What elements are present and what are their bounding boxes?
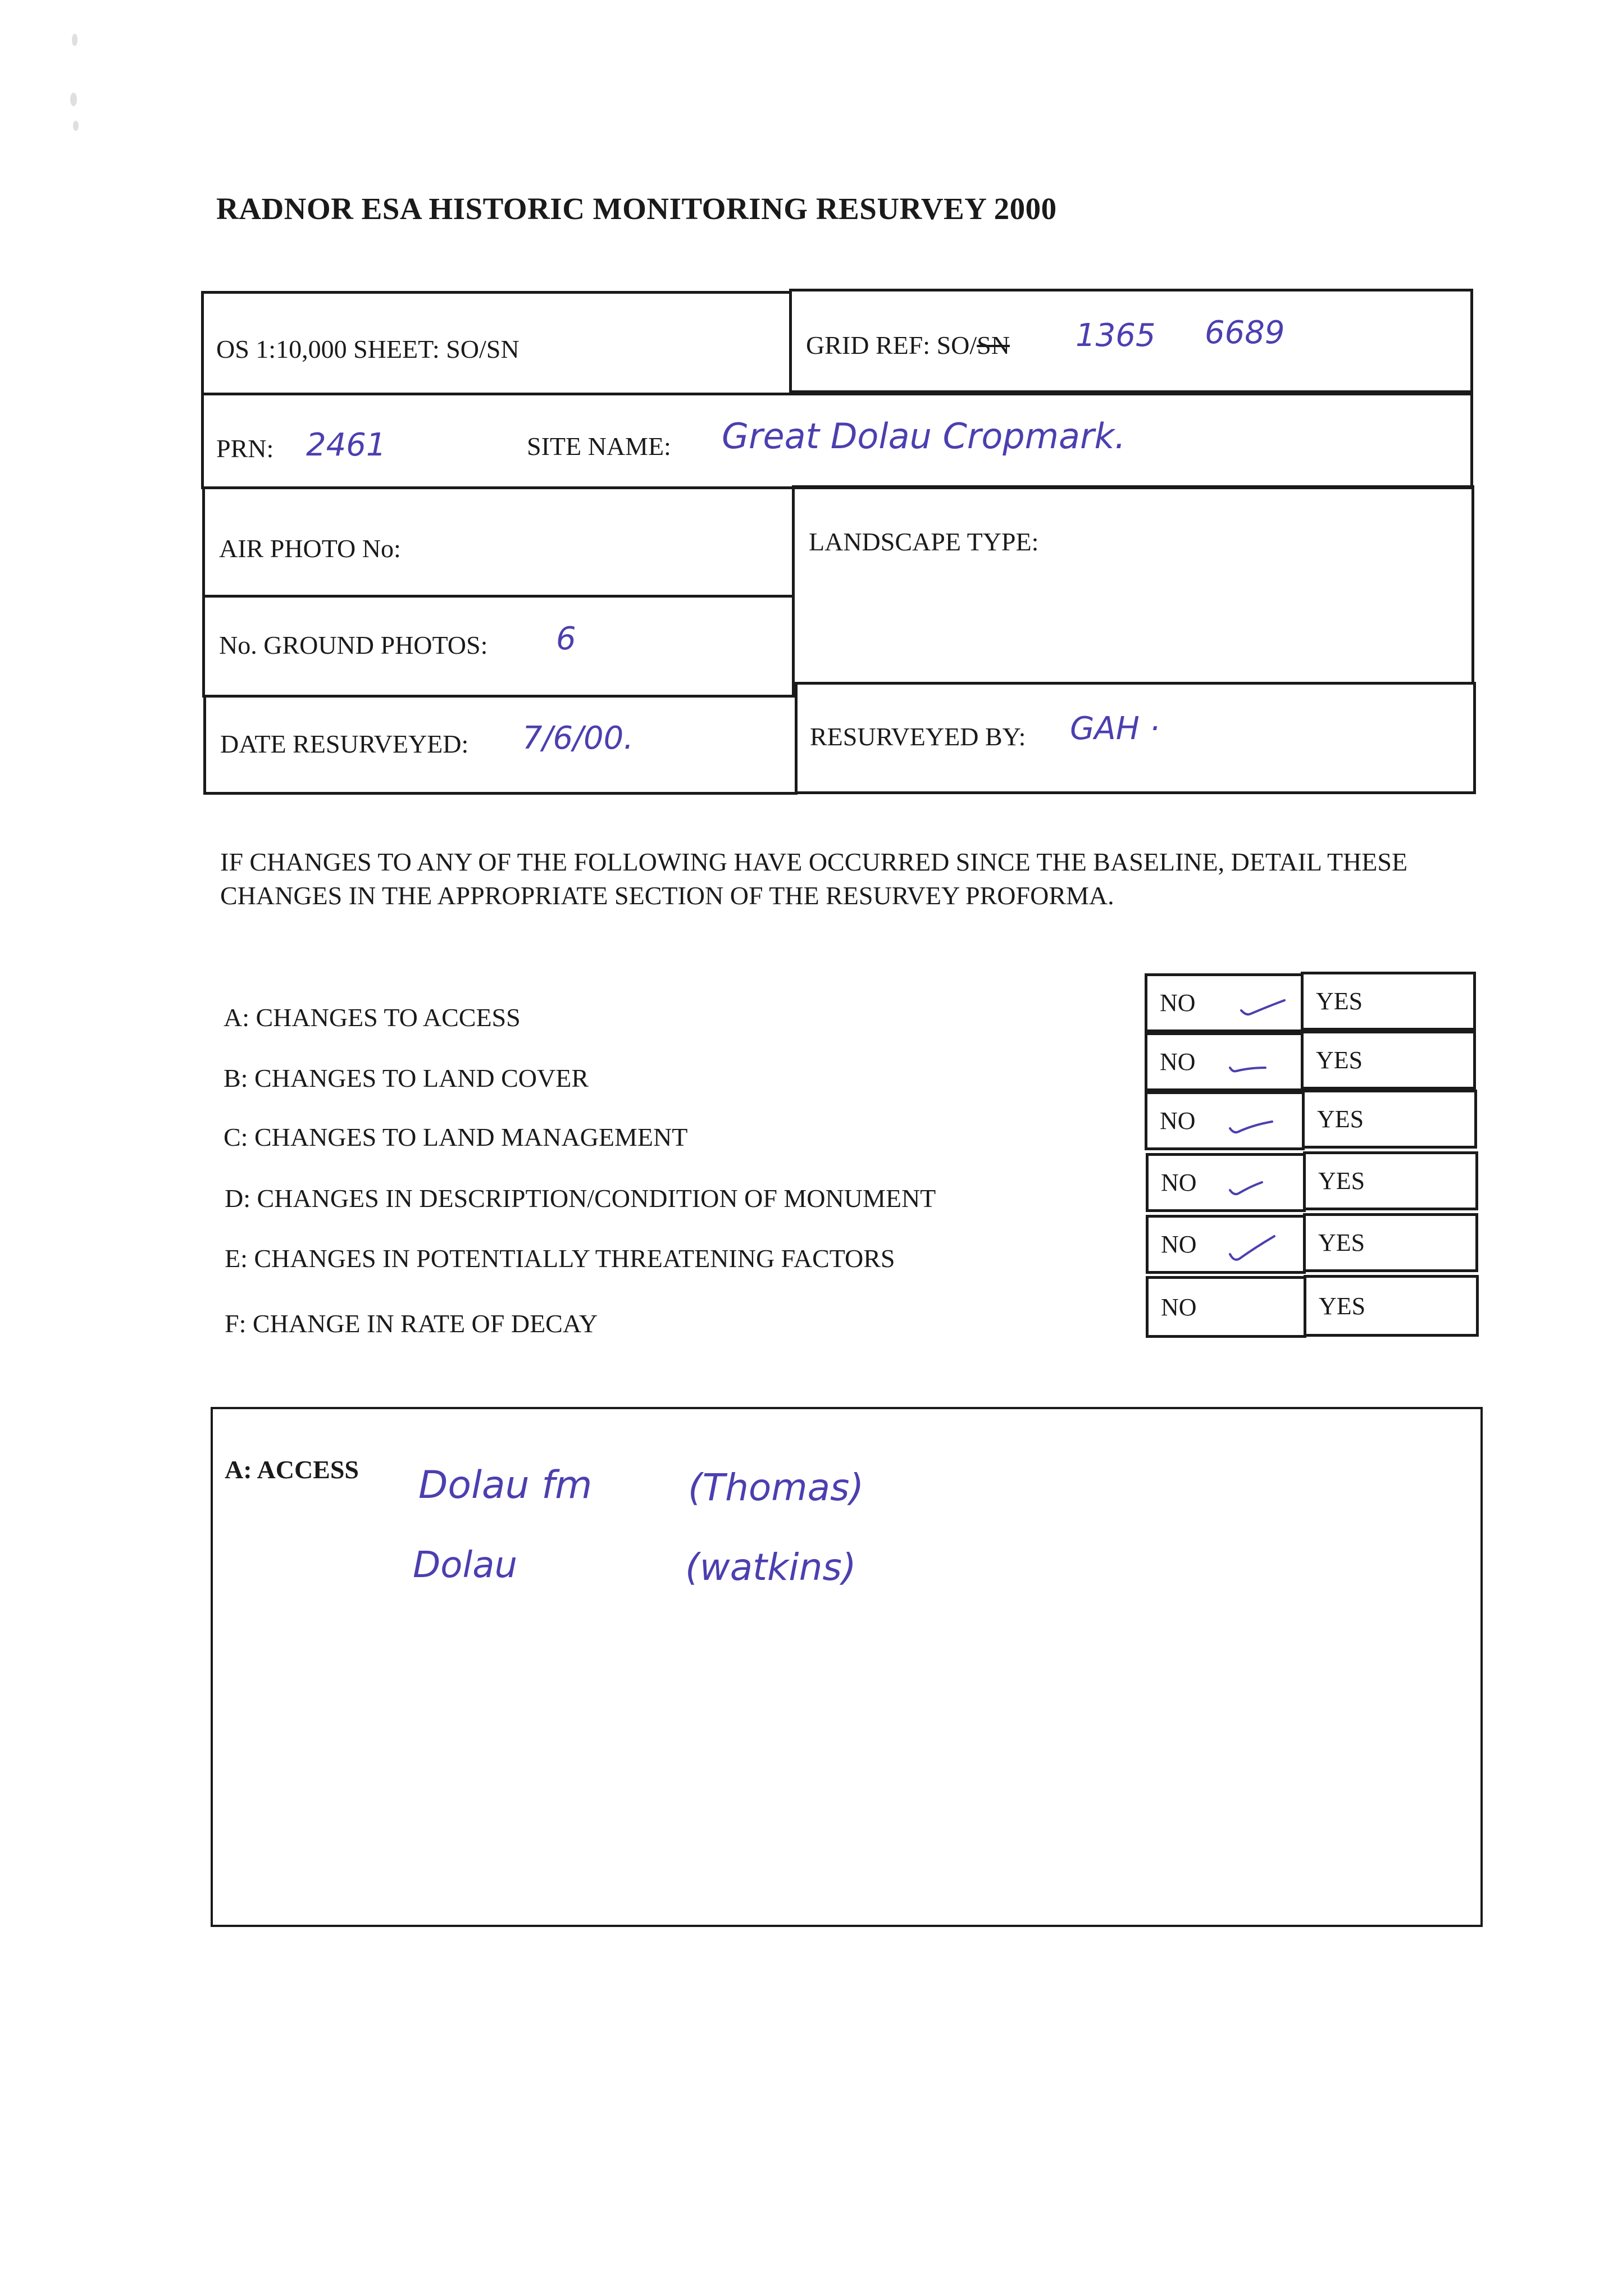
scan-mark — [70, 93, 77, 106]
grid-ref-northing: 6689 — [1205, 315, 1285, 351]
air-photo-label: AIR PHOTO No: — [219, 534, 401, 563]
yes-box-land-management[interactable] — [1302, 1090, 1477, 1149]
access-label: A: ACCESS — [225, 1455, 359, 1484]
yes-box-decay[interactable] — [1304, 1275, 1479, 1337]
yes-label: YES — [1318, 1167, 1365, 1195]
no-box-land-management[interactable] — [1145, 1091, 1305, 1150]
change-label-land-management: C: CHANGES TO LAND MANAGEMENT — [224, 1123, 688, 1151]
no-label: NO — [1161, 1231, 1197, 1258]
ground-photos-label: No. GROUND PHOTOS: — [219, 631, 488, 659]
resurveyed-by-value: GAH · — [1070, 710, 1160, 747]
yes-label: YES — [1316, 987, 1363, 1015]
yes-box-threats[interactable] — [1303, 1213, 1478, 1272]
site-name-value: Great Dolau Cropmark. — [722, 416, 1126, 457]
change-label-decay: F: CHANGE IN RATE OF DECAY — [225, 1309, 598, 1338]
checkmark-icon — [1227, 1115, 1278, 1137]
checkmark-icon — [1227, 1059, 1278, 1081]
no-box-threats[interactable] — [1146, 1215, 1306, 1274]
resurveyed-by-label: RESURVEYED BY: — [810, 722, 1026, 751]
no-label: NO — [1160, 1107, 1196, 1135]
change-label-threats: E: CHANGES IN POTENTIALLY THREATENING FACTORS — [225, 1244, 895, 1273]
yes-label: YES — [1316, 1046, 1363, 1074]
yes-box-land-cover[interactable] — [1301, 1031, 1476, 1090]
landscape-type-label: LANDSCAPE TYPE: — [809, 527, 1039, 556]
date-value: 7/6/00. — [522, 720, 634, 757]
checkmark-icon — [1227, 1177, 1278, 1199]
landscape-type-cell — [792, 485, 1474, 685]
yes-box-description[interactable] — [1303, 1151, 1478, 1210]
os-sheet-label: OS 1:10,000 SHEET: SO/SN — [216, 335, 520, 363]
checkmark-icon — [1238, 997, 1289, 1019]
checkmark-icon — [1227, 1233, 1278, 1267]
prn-value: 2461 — [306, 427, 386, 463]
change-label-description: D: CHANGES IN DESCRIPTION/CONDITION OF MONUMENT — [225, 1184, 936, 1213]
access-note-line1-right: (Thomas) — [688, 1466, 864, 1509]
no-box-decay[interactable] — [1146, 1276, 1306, 1338]
yes-box-access[interactable] — [1301, 972, 1476, 1031]
no-label: NO — [1161, 1169, 1197, 1196]
access-note-line2-left: Dolau — [413, 1545, 517, 1586]
access-note-line1-left: Dolau fm — [418, 1463, 593, 1507]
no-label: NO — [1161, 1293, 1197, 1321]
yes-label: YES — [1317, 1105, 1364, 1133]
grid-ref-prefix: GRID REF: SO/ — [806, 331, 977, 359]
scan-mark — [72, 34, 78, 46]
scan-mark — [73, 121, 79, 131]
prn-label: PRN: — [216, 434, 274, 463]
no-box-land-cover[interactable] — [1145, 1032, 1304, 1091]
change-label-access: A: CHANGES TO ACCESS — [224, 1003, 521, 1032]
access-note-line2-right: (watkins) — [685, 1546, 856, 1589]
no-label: NO — [1160, 989, 1196, 1017]
ground-photos-value: 6 — [556, 621, 576, 657]
grid-ref-struck: SN — [977, 331, 1010, 359]
yes-label: YES — [1319, 1292, 1366, 1320]
yes-label: YES — [1318, 1229, 1365, 1256]
grid-ref-label — [806, 330, 1010, 360]
page-title: RADNOR ESA HISTORIC MONITORING RESURVEY 2000 — [216, 192, 1057, 226]
date-label: DATE RESURVEYED: — [220, 730, 469, 758]
change-label-land-cover: B: CHANGES TO LAND COVER — [224, 1064, 589, 1092]
no-box-description[interactable] — [1146, 1153, 1306, 1212]
grid-ref-easting: 1365 — [1076, 317, 1156, 354]
instructions-text: IF CHANGES TO ANY OF THE FOLLOWING HAVE OCCURRED SINCE THE BASELINE, DETAIL THESE CHANGES IN THE APPROPRIATE SECTION OF THE RESURVEY PROFORMA. — [220, 848, 1408, 910]
site-name-label: SITE NAME: — [527, 432, 671, 461]
no-label: NO — [1160, 1048, 1196, 1076]
